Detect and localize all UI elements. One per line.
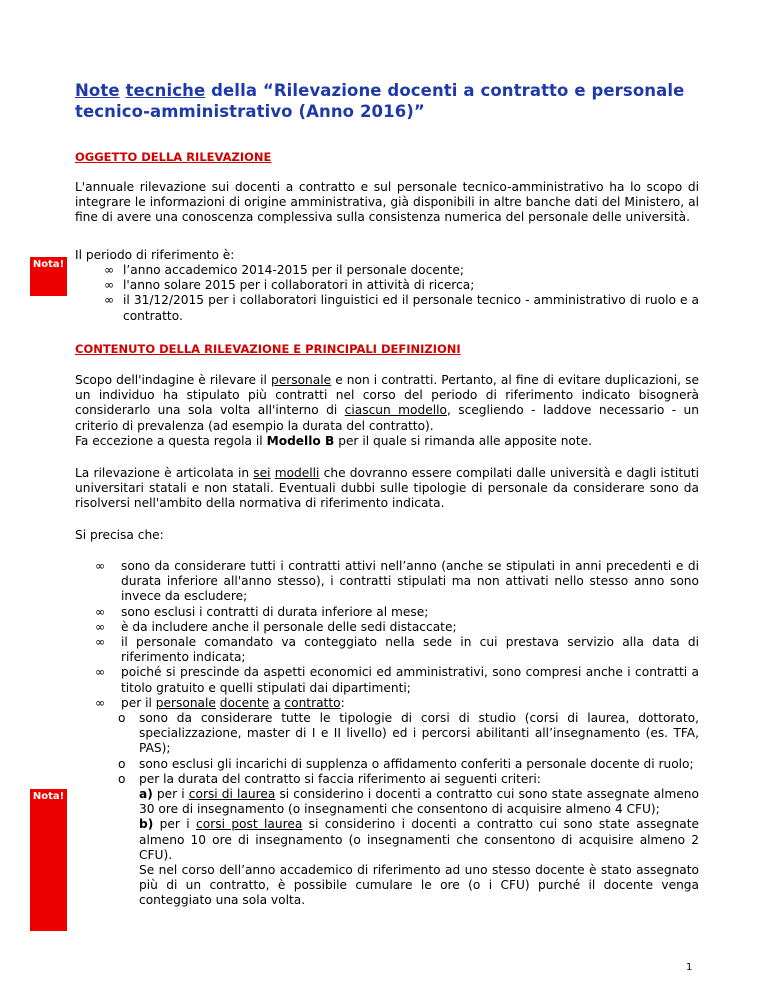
list-item: ∞ il 31/12/2015 per i collaboratori linguistici ed il personale tecnico - amministrativo di ruolo e a contratto. xyxy=(104,293,699,323)
paragraph-scopo: Scopo dell'indagine è rilevare il personale e non i contratti. Pertanto, al fine di evitare duplicazioni, se un individuo ha stipulato più contratti nel corso del periodo di riferimento indicato bisognerà considerarlo una sola volta all'interno di ciascun modello, scegliendo - laddove necessario - un criterio di prevalenza (ad esempio la durata del contratto). Fa eccezione a questa regola il Modello B per il quale si rimanda alle apposite note. xyxy=(75,373,699,448)
bullet-icon: ∞ xyxy=(95,635,106,650)
paragraph-articolata: La rilevazione è articolata in sei modelli che dovranno essere compilati dalle università e dagli istituti universitari statali e non statali. Eventuali dubbi sulle tipologie di personale da considerare sono da risolversi nell'ambito della normativa di riferimento indicata. xyxy=(75,466,699,511)
list-item: ∞ sono da considerare tutti i contratti attivi nell’anno (anche se stipulati in anni precedenti e di durata inferiore all'anno stesso), i contratti stipulati ma non attivati nello stesso anno sono invece da escludere; xyxy=(95,559,699,604)
list-item: ∞ l'anno solare 2015 per i collaboratori in attività di ricerca; xyxy=(104,278,475,293)
title-rest: della “Rilevazione docenti a contratto e personale xyxy=(205,81,685,100)
paragraph-intro: L'annuale rilevazione sui docenti a contratto e sul personale tecnico-amministrativo ha lo scopo di integrare le informazioni di origine amministrativa, già disponibili in altre banche dati del Ministero, al fine di avere una conoscenza complessiva sulla consistenza numerica del personale delle università. xyxy=(75,180,699,225)
page-number: 1 xyxy=(686,962,693,973)
section-heading-contenuto: CONTENUTO DELLA RILEVAZIONE E PRINCIPALI DEFINIZIONI xyxy=(75,342,461,356)
bullet-icon: ∞ xyxy=(95,604,106,619)
sub-list-item: o per la durata del contratto si faccia riferimento ai seguenti criteri: a) per i corsi di laurea si considerino i docenti a contratto cui sono state assegnate almeno 30 ore di insegnamento (o insegnamenti che consentono di acquisire almeno 4 CFU); b) per i corsi post laurea si considerino i docenti a contratto cui sono state assegnate almeno 10 ore di insegnamento (o insegnamenti che consentono di acquisire almeno 2 CFU). Se nel corso dell’anno accademico di riferimento ad uno stesso docente è stato assegnato più di un contratto, è possibile cumulare le ore (o i CFU) purché il docente venga conteggiato una sola volta. xyxy=(118,771,699,908)
precisazioni-list xyxy=(75,559,699,909)
list-item-docente: ∞ per il personale docente a contratto: xyxy=(95,695,345,710)
sub-list-item: o sono esclusi gli incarichi di supplenza o affidamento conferiti a personale docente di ruolo; xyxy=(118,756,694,771)
bullet-icon: ∞ xyxy=(95,695,106,710)
sub-list-item: o sono da considerare tutte le tipologie di corsi di studio (corsi di laurea, dottorato, specializzazione, master di I e II livello) ed i percorsi abilitanti all’insegnamento (es. TFA, PAS); xyxy=(118,711,699,756)
nota-badge-2: Nota! xyxy=(30,789,67,931)
periodo-intro: Il periodo di riferimento è: xyxy=(75,248,235,262)
list-item: ∞ sono esclusi i contratti di durata inferiore al mese; xyxy=(95,604,429,619)
circle-bullet-icon: o xyxy=(118,711,126,726)
bullet-icon: ∞ xyxy=(95,559,106,573)
bullet-icon: ∞ xyxy=(104,263,115,277)
list-item: ∞ poiché si prescinde da aspetti economici ed amministrativi, sono compresi anche i contratti a titolo gratuito e quelli stipulati dai dipartimenti; xyxy=(95,665,699,695)
section-heading-oggetto: OGGETTO DELLA RILEVAZIONE xyxy=(75,150,272,164)
nota-badge: Nota! xyxy=(30,257,67,296)
page-title xyxy=(75,80,715,122)
circle-bullet-icon: o xyxy=(118,756,126,771)
list-item: ∞ l’anno accademico 2014-2015 per il personale docente; xyxy=(104,263,464,277)
list-item: ∞ il personale comandato va conteggiato nella sede in cui prestava servizio alla data di riferimento indicata; xyxy=(95,635,699,665)
bullet-icon: ∞ xyxy=(104,293,115,308)
periodo-list xyxy=(75,263,699,324)
title-word-note: Note xyxy=(75,81,120,100)
bullet-icon: ∞ xyxy=(104,278,115,293)
paragraph-precisa: Si precisa che: xyxy=(75,528,164,542)
title-line2: tecnico-amministrativo (Anno 2016)” xyxy=(75,102,425,121)
bullet-icon: ∞ xyxy=(95,665,106,680)
title-word-tecniche: tecniche xyxy=(125,81,206,100)
list-item: ∞ è da includere anche il personale delle sedi distaccate; xyxy=(95,619,457,634)
bullet-icon: ∞ xyxy=(95,619,106,634)
circle-bullet-icon: o xyxy=(118,771,126,786)
